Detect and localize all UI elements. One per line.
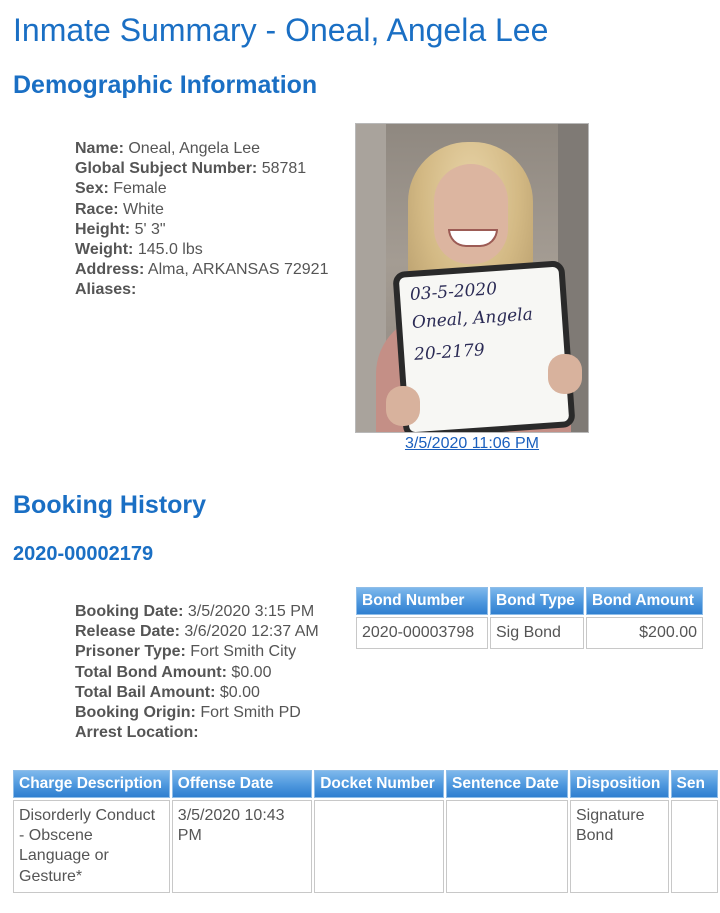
field-arrest-location: Arrest Location: [75, 724, 199, 742]
page-title: Inmate Summary - Oneal, Angela Lee [13, 12, 549, 48]
field-total-bail-amount: Total Bail Amount: $0.00 [75, 683, 260, 701]
field-aliases: Aliases: [75, 281, 137, 299]
col-charge-description: Charge Description [13, 770, 170, 798]
board-date: 03-5-2020 [409, 278, 498, 306]
bond-type-cell: Sig Bond [490, 617, 584, 649]
col-bond-number: Bond Number [356, 587, 488, 615]
table-row [13, 800, 718, 893]
table-row [356, 617, 703, 649]
field-address: Address: Alma, ARKANSAS 72921 [75, 261, 329, 279]
field-global-subject-number: Global Subject Number: 58781 [75, 160, 307, 178]
disposition-cell: Signature Bond [570, 800, 669, 893]
col-bond-type: Bond Type [490, 587, 584, 615]
mugshot [355, 123, 589, 453]
col-offense-date: Offense Date [172, 770, 312, 798]
demographic-info [75, 139, 328, 301]
bond-amount-cell: $200.00 [586, 617, 703, 649]
board-name: Oneal, Angela [411, 304, 534, 333]
demographic-heading: Demographic Information [13, 71, 318, 99]
sentence-date-cell [446, 800, 568, 893]
offense-date-cell: 3/5/2020 10:43 PM [172, 800, 312, 893]
col-sen: Sen [671, 770, 718, 798]
field-weight: Weight: 145.0 lbs [75, 241, 203, 259]
bond-table [354, 585, 705, 651]
col-sentence-date: Sentence Date [446, 770, 568, 798]
col-docket-number: Docket Number [314, 770, 444, 798]
booking-number: 2020-00002179 [13, 543, 154, 565]
field-height: Height: 5' 3" [75, 220, 166, 238]
field-booking-origin: Booking Origin: Fort Smith PD [75, 704, 301, 722]
field-race: Race: White [75, 200, 164, 218]
field-prisoner-type: Prisoner Type: Fort Smith City [75, 643, 297, 661]
charge-table [11, 768, 720, 895]
col-bond-amount: Bond Amount [586, 587, 703, 615]
field-total-bond-amount: Total Bond Amount: $0.00 [75, 663, 272, 681]
booking-info [75, 602, 319, 743]
docket-number-cell [314, 800, 444, 893]
field-name: Name: Oneal, Angela Lee [75, 140, 261, 157]
sen-cell [671, 800, 718, 893]
bond-table-header [356, 587, 703, 615]
field-sex: Sex: Female [75, 180, 167, 198]
field-release-date: Release Date: 3/6/2020 12:37 AM [75, 623, 319, 641]
photo-timestamp-link[interactable]: 3/5/2020 11:06 PM [404, 435, 540, 452]
board-number: 20-2179 [413, 339, 486, 365]
mugshot-photo[interactable] [355, 123, 589, 433]
bond-number-cell: 2020-00003798 [356, 617, 488, 649]
charge-table-header [13, 770, 718, 798]
charge-description-cell: Disorderly Conduct - Obscene Language or Gesture* [13, 800, 170, 893]
col-disposition: Disposition [570, 770, 669, 798]
field-booking-date: Booking Date: 3/5/2020 3:15 PM [75, 603, 315, 620]
booking-history-heading: Booking History [13, 491, 207, 519]
